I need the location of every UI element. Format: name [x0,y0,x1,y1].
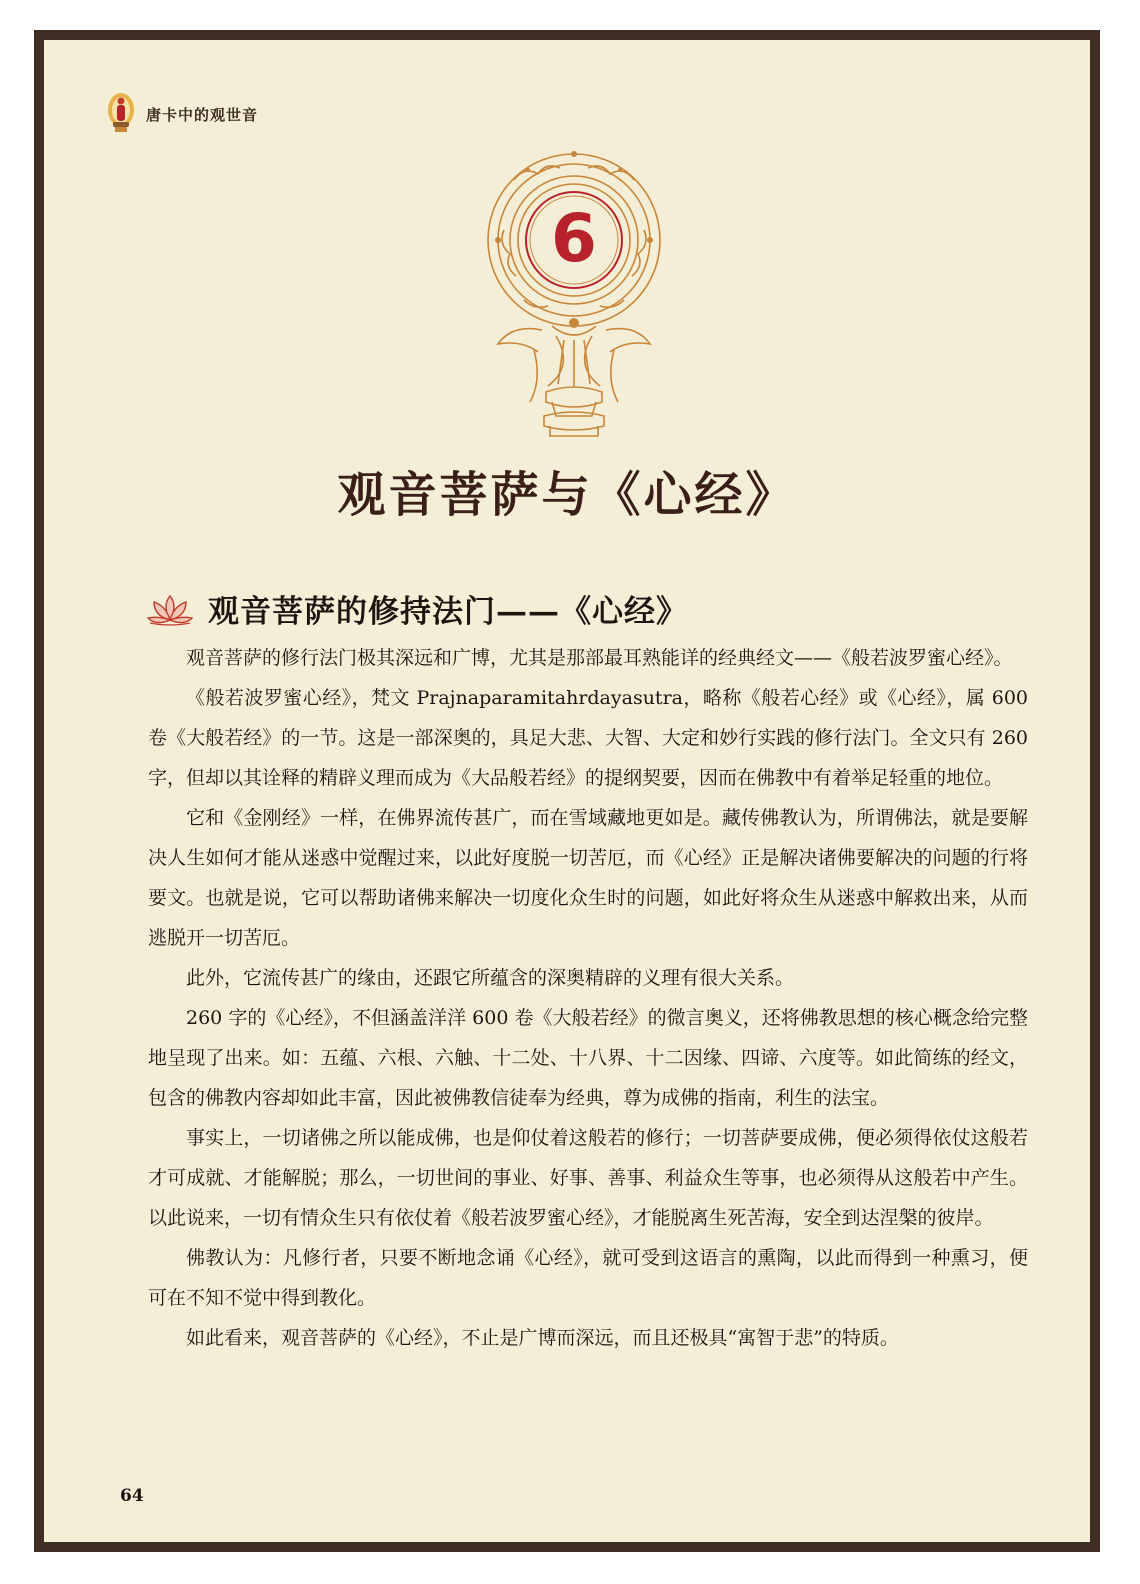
paragraph: 事实上，一切诸佛之所以能成佛，也是仰仗着这般若的修行；一切菩萨要成佛，便必须得依仗这般若才可成就、才能解脱；那么，一切世间的事业、好事、善事、利益众生等事，也必须得从这般若中产生。以此说来，一切有情众生只有依仗着《般若波罗蜜心经》，才能脱离生死苦海，安全到达涅槃的彼岸。 [148,1127,1028,1229]
page-number: 64 [120,1486,144,1506]
book-page [44,40,1090,1542]
paragraph: 观音菩萨的修行法门极其深远和广博，尤其是那部最耳熟能详的经典经文——《般若波罗蜜心经》。 [186,647,1013,669]
paragraph: 260 字的《心经》，不但涵盖洋洋 600 卷《大般若经》的微言奥义，还将佛教思想的核心概念给完整地呈现了出来。如：五蕴、六根、六触、十二处、十八界、十二因缘、四谛、六度等。如此简练的经文，包含的佛教内容却如此丰富，因此被佛教信徒奉为经典，尊为成佛的指南，利生的法宝。 [148,1007,1028,1109]
running-head [106,92,258,136]
endless-knot-ornament-icon [484,140,664,440]
chapter-number: 6 [551,200,597,277]
paragraph: 《般若波罗蜜心经》，梵文 Prajnaparamitahrdayasutra，略称《般若心经》或《心经》，属 600 卷《大般若经》的一节。这是一部深奥的，具足大悲、大智、大定和妙行实践的修行法门。全文只有 260 字，但却以其诠释的精辟义理而成为《大品般若经》的提纲契要，因而在佛教中有着举足轻重的地位。 [148,687,1028,789]
section-title: 观音菩萨的修持法门——《心经》 [208,594,688,630]
paragraph: 它和《金刚经》一样，在佛界流传甚广，而在雪域藏地更如是。藏传佛教认为，所谓佛法，就是要解决人生如何才能从迷惑中觉醒过来，以此好度脱一切苦厄，而《心经》正是解决诸佛要解决的问题的行将要文。也就是说，它可以帮助诸佛来解决一切度化众生时的问题，如此好将众生从迷惑中解救出来，从而逃脱开一切苦厄。 [148,807,1028,949]
running-head-title: 唐卡中的观世音 [146,105,259,124]
chapter-emblem [484,140,664,440]
paragraph: 佛教认为：凡修行者，只要不断地念诵《心经》，就可受到这语言的熏陶，以此而得到一种熏习，便可在不知不觉中得到教化。 [148,1247,1028,1309]
paragraph: 此外，它流传甚广的缘由，还跟它所蕴含的深奥精辟的义理有很大关系。 [186,967,795,989]
page-frame [34,30,1100,1552]
section-heading [144,586,688,631]
paragraph: 如此看来，观音菩萨的《心经》，不止是广博而深远，而且还极具“寓智于悲”的特质。 [186,1327,899,1349]
lotus-icon [144,592,196,626]
bodhisattva-icon [106,92,136,136]
body-text [148,638,1028,1358]
chapter-title: 观音菩萨与《心经》 [337,467,797,523]
